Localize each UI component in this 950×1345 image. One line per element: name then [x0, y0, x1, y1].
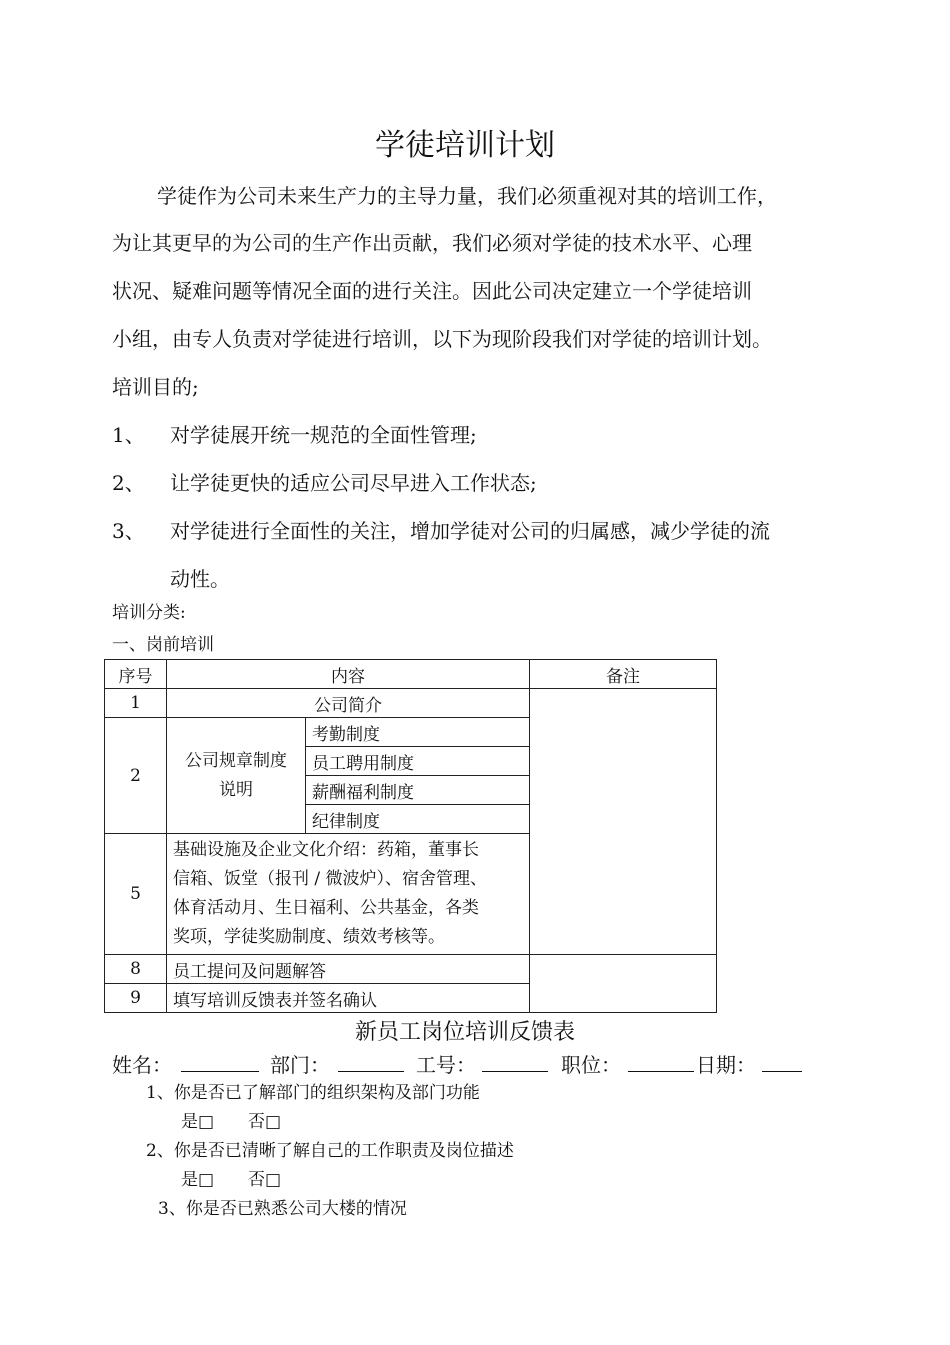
purpose-item-cont-3: 动性。 [170, 567, 230, 591]
purpose-item-num-2: 2、 [112, 471, 145, 495]
header-content: 内容 [167, 660, 530, 689]
page-title: 学徒培训计划 [375, 128, 555, 163]
row9-text: 填写培训反馈表并签名确认 [167, 984, 530, 1013]
field-dept-label: 部门： [270, 1053, 330, 1077]
feedback-title: 新员工岗位培训反馈表 [354, 1020, 575, 1045]
row5-line-3: 体育活动月、生日福利、公共基金，各类 [173, 898, 479, 918]
row1-text: 公司简介 [167, 689, 530, 718]
row5-num: 5 [105, 834, 167, 955]
field-position-input[interactable] [628, 1053, 694, 1076]
row2-item-1: 考勤制度 [306, 718, 530, 747]
row2-item-4: 纪律制度 [306, 805, 530, 834]
field-name-label: 姓名： [112, 1053, 172, 1077]
row2-label-line-1: 公司规章制度 [185, 750, 287, 771]
question-2-yes-checkbox[interactable]: 是□ [181, 1170, 215, 1190]
field-position-label: 职位： [561, 1053, 621, 1077]
field-date-input[interactable] [762, 1053, 802, 1076]
row5-line-4: 奖项，学徒奖励制度、绩效考核等。 [173, 927, 445, 947]
table-row [105, 955, 717, 984]
header-num: 序号 [105, 660, 167, 689]
question-2: 2、你是否已清晰了解自己的工作职责及岗位描述 [146, 1141, 514, 1161]
field-id-label: 工号： [416, 1053, 476, 1077]
question-3: 3、你是否已熟悉公司大楼的情况 [158, 1199, 407, 1219]
row5-line-1: 基础设施及企业文化介绍：药箱，董事长 [173, 840, 479, 860]
question-1-no-checkbox[interactable]: 否□ [248, 1112, 282, 1132]
field-date-label: 日期： [696, 1053, 756, 1077]
row1-num: 1 [105, 689, 167, 718]
row2-num: 2 [105, 718, 167, 834]
row5-line-2: 信箱、饭堂（报刊 / 微波炉）、宿舍管理、 [173, 869, 488, 889]
row9-num: 9 [105, 984, 167, 1013]
purpose-item-num-1: 1、 [112, 423, 145, 447]
category-heading: 培训分类: [112, 603, 186, 623]
purpose-item-num-3: 3、 [112, 519, 145, 543]
row2-label-line-2: 说明 [219, 779, 253, 800]
table-header-row [105, 660, 717, 689]
row2-label [167, 718, 306, 834]
header-remark: 备注 [530, 660, 717, 689]
intro-line-2: 为让其更早的为公司的生产作出贡献，我们必须对学徒的技术水平、心理 [112, 231, 752, 255]
remark-cell-2 [530, 955, 717, 1013]
row2-item-3: 薪酬福利制度 [306, 776, 530, 805]
row5-content [167, 834, 530, 955]
question-1: 1、你是否已了解部门的组织架构及部门功能 [146, 1083, 480, 1103]
row2-item-2: 员工聘用制度 [306, 747, 530, 776]
remark-cell-1 [530, 689, 717, 955]
intro-line-1: 学徒作为公司未来生产力的主导力量，我们必须重视对其的培训工作， [157, 184, 777, 208]
field-name-input[interactable] [181, 1053, 259, 1076]
intro-line-4: 小组，由专人负责对学徒进行培训，以下为现阶段我们对学徒的培训计划。 [112, 327, 772, 351]
question-2-no-checkbox[interactable]: 否□ [248, 1170, 282, 1190]
row8-text: 员工提问及问题解答 [167, 955, 530, 984]
training-table [104, 659, 717, 1013]
category-sub: 一、岗前培训 [112, 635, 214, 655]
purpose-item-text-1: 对学徒展开统一规范的全面性管理; [170, 423, 477, 447]
purpose-item-text-2: 让学徒更快的适应公司尽早进入工作状态; [170, 471, 537, 495]
field-id-input[interactable] [482, 1053, 548, 1076]
purpose-item-text-3: 对学徒进行全面性的关注，增加学徒对公司的归属感，减少学徒的流 [170, 519, 770, 543]
purpose-heading: 培训目的; [112, 375, 199, 399]
row8-num: 8 [105, 955, 167, 984]
intro-line-3: 状况、疑难问题等情况全面的进行关注。因此公司决定建立一个学徒培训 [112, 279, 752, 303]
table-row [105, 689, 717, 718]
field-dept-input[interactable] [338, 1053, 404, 1076]
question-1-yes-checkbox[interactable]: 是□ [181, 1112, 215, 1132]
